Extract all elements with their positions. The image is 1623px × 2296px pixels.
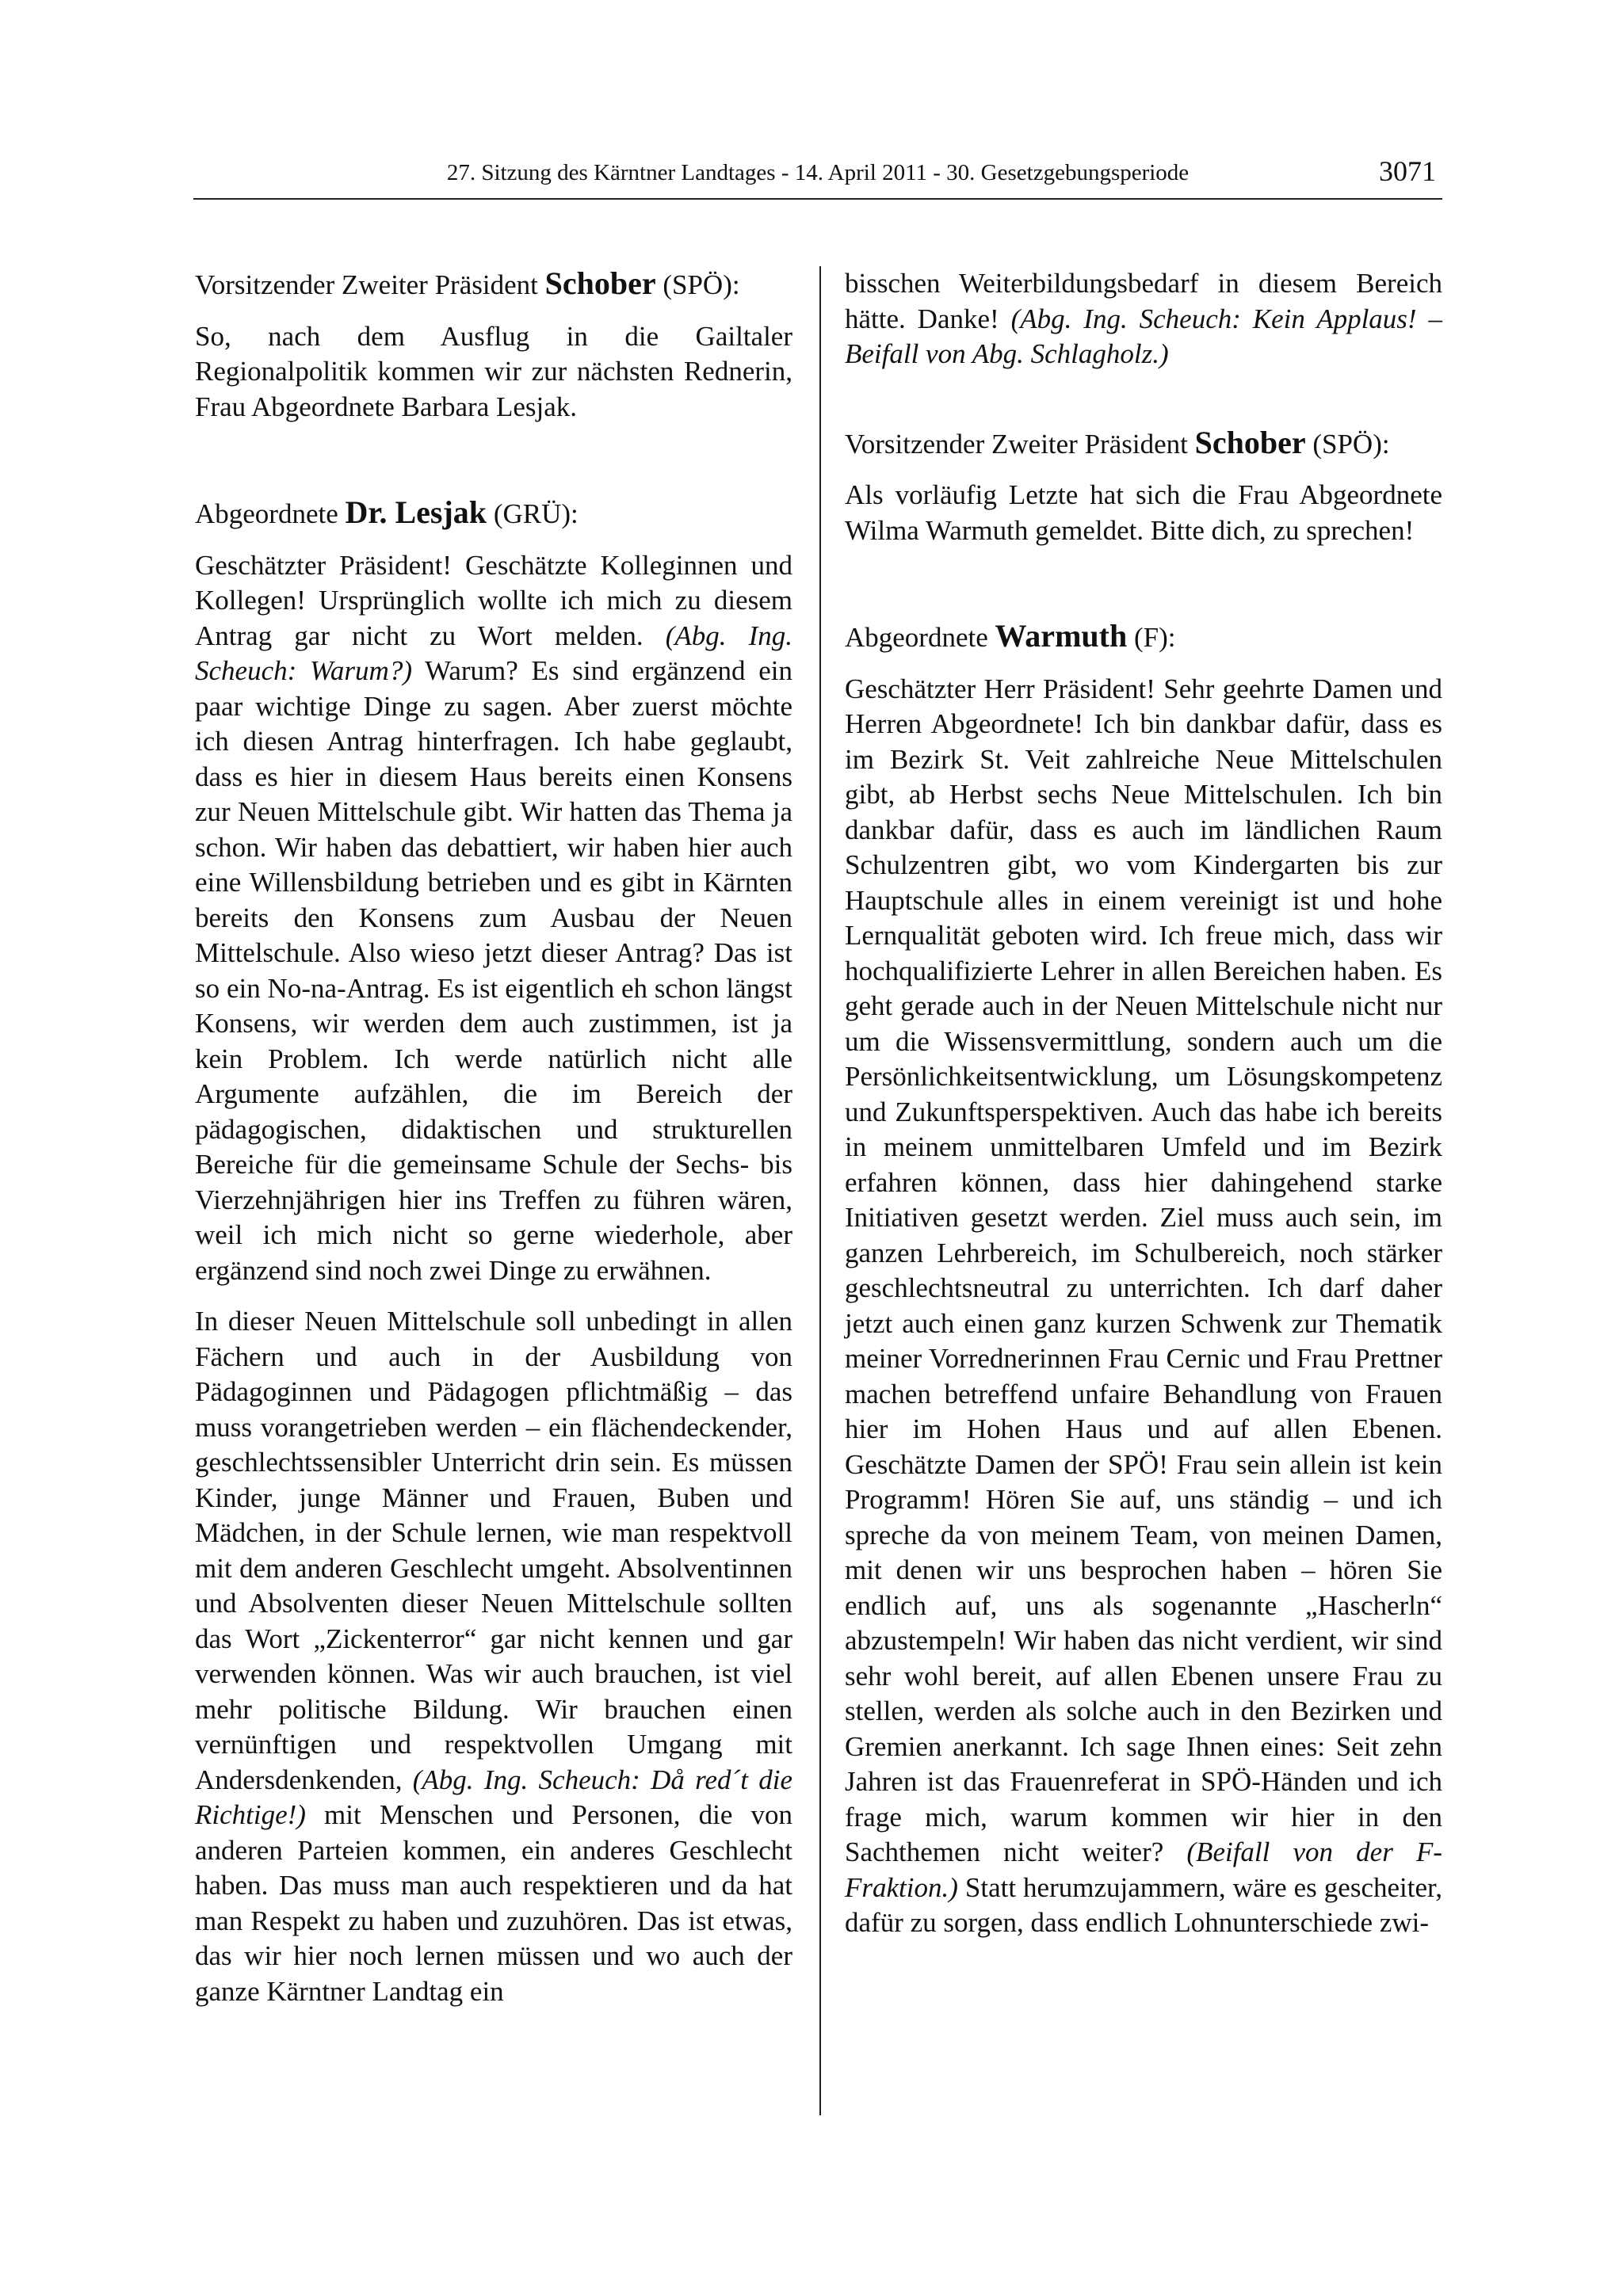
- speaker-role: Vorsitzender Zweiter Präsident: [845, 428, 1195, 460]
- speech-text: Warum? Es sind ergänzend ein paar wichtige Dinge zu sagen. Aber zuerst möchte ich diesen Antrag hinterfragen. Ich habe geglaubt, dass es hier in diesem Haus bereits einen Konsens zur Neuen Mittelschule gibt. Wir hatten das Thema ja schon. Wir haben das debattiert, wir haben hier auch eine Willensbildung betrieben und es gibt in Kärnten bereits den Konsens zum Ausbau der Neuen Mittelschule. Also wieso jetzt dieser Antrag? Das ist so ein No-na-Antrag. Es ist eigentlich eh schon längst Konsens, wir werden dem auch zustimmen, ist ja kein Problem. Ich werde natürlich nicht alle Argumente aufzählen, die im Bereich der pädagogischen, didaktischen und strukturellen Bereiche für die gemeinsame Schule der Sechs- bis Vierzehnjährigen hier ins Treffen zu führen wären, weil ich mich nicht so gerne wiederhole, aber ergänzend sind noch zwei Dinge zu erwähnen.: [195, 655, 792, 1286]
- speech-paragraph: [845, 266, 1442, 372]
- speech-paragraph: [845, 672, 1442, 1941]
- left-column: [195, 266, 792, 2009]
- speaker-role: Abgeordnete: [195, 498, 346, 529]
- speech-paragraph: [195, 548, 792, 1289]
- right-column: [845, 266, 1442, 1941]
- speaker-heading: [845, 619, 1442, 656]
- speech-paragraph: Als vorläufig Letzte hat sich die Frau Abgeordnete Wilma Warmuth gemeldet. Bitte dich, zu sprechen!: [845, 479, 1442, 546]
- speech-paragraph: So, nach dem Ausflug in die Gailtaler Regionalpolitik kommen wir zur nächsten Rednerin, Frau Abgeordnete Barbara Lesjak.: [195, 320, 792, 422]
- speech-text: In dieser Neuen Mittelschule soll unbedingt in allen Fächern und auch in der Ausbildung von Pädagoginnen und Pädagogen pflichtmäßig – das muss vorangetrieben werden – ein flächendeckender, geschlechtssensibler Unterricht drin sein. Es müssen Kinder, junge Männer und Frauen, Buben und Mädchen, in der Schule lernen, wie man respektvoll mit dem anderen Geschlecht umgeht. Absolventinnen und Absolventen dieser Neuen Mittelschule sollten das Wort „Zickenterror“ gar nicht kennen und gar verwenden können. Was wir auch brauchen, ist viel mehr politische Bildung. Wir brauchen einen vernünftigen und respektvollen Umgang mit Andersdenkenden,: [195, 1306, 792, 1795]
- column-divider: [819, 266, 821, 2115]
- speaker-role: Vorsitzender Zweiter Präsident: [195, 269, 545, 300]
- speaker-heading: [195, 266, 792, 303]
- speech-text: Geschätzter Präsident! Geschätzte Kolleginnen und Kollegen! Ursprünglich wollte ich mich zu diesem Antrag gar nicht zu Wort melden.: [195, 549, 792, 651]
- page-header: [193, 155, 1442, 200]
- header-title: 27. Sitzung des Kärntner Landtages - 14. April 2011 - 30. Gesetzgebungsperiode: [446, 160, 1190, 185]
- speech-text: mit Menschen und Personen, die von anderen Parteien kommen, ein anderes Geschlecht haben. Das muss man auch respektieren und da hat man Respekt zu haben und zuzuhören. Das ist etwas, das wir hier noch lernen müssen und wo auch der ganze Kärntner Landtag ein: [195, 1799, 792, 2007]
- speech-text: bisschen Weiterbildungsbedarf in diesem Bereich hätte. Danke!: [845, 268, 1442, 334]
- speech-text: Geschätzter Herr Präsident! Sehr geehrte Damen und Herren Abgeordnete! Ich bin dankbar dafür, dass es im Bezirk St. Veit zahlreiche Neue Mittelschulen gibt, ab Herbst sechs Neue Mittelschulen. Ich bin dankbar dafür, dass es auch im ländlichen Raum Schulzentren gibt, wo vom Kindergarten bis zur Hauptschule alles in einem vereinigt ist und hohe Lernqualität geboten wird. Ich freue mich, dass wir hochqualifizierte Lehrer in allen Bereichen haben. Es geht gerade auch in der Neuen Mittelschule nicht nur um die Wissensvermittlung, sondern auch um die Persönlichkeitsentwicklung, um Lösungskompetenz und Zukunftsperspektiven. Auch das habe ich bereits in meinem unmittelbaren Umfeld und im Bezirk erfahren können, dass hier dahingehend starke Initiativen gesetzt werden. Ziel muss auch sein, im ganzen Lehrbereich, im Schulbereich, noch stärker geschlechtsneutral zu unterrichten. Ich darf daher jetzt auch einen ganz kurzen Schwenk zur Thematik meiner Vorrednerinnen Frau Cernic und Frau Prettner machen betreffend unfaire Behandlung von Frauen hier im Hohen Haus und auf allen Ebenen. Geschätzte Damen der SPÖ! Frau sein allein ist kein Programm! Hören Sie auf, uns ständig – und ich spreche da von meinem Team, von meinen Damen, mit denen wir uns besprochen haben – hören Sie endlich auf, uns als sogenannte „Hascherln“ abzustempeln! Wir haben das nicht verdient, wir sind sehr wohl bereit, auf allen Ebenen unsere Frau zu stellen, werden als solche auch in den Bezirken und Gremien anerkannt. Ich sage Ihnen eines: Seit zehn Jahren ist das Frauenreferat in SPÖ-Händen und ich frage mich, warum kommen wir hier in den Sachthemen nicht weiter?: [845, 673, 1442, 1867]
- speaker-role: Abgeordnete: [845, 622, 995, 653]
- interjection: (Abg. Ing. Scheuch: Då red´t die Richtige!): [195, 1764, 792, 1830]
- speaker-name: Dr. Lesjak: [345, 494, 487, 530]
- interjection: (Abg. Ing. Scheuch: Kein Applaus! – Beifall von Abg. Schlagholz.): [845, 303, 1442, 369]
- interjection: (Beifall von der F-Fraktion.): [845, 1836, 1442, 1903]
- speech-text: Statt herumzujammern, wäre es gescheiter, dafür zu sorgen, dass endlich Lohnunterschiede zwi-: [845, 1871, 1442, 1938]
- speech-paragraph: [195, 1304, 792, 2009]
- speaker-heading: [845, 425, 1442, 463]
- page-number: 3071: [1379, 155, 1436, 187]
- speaker-party: (SPÖ):: [1305, 428, 1390, 460]
- speaker-heading: [195, 495, 792, 532]
- speaker-party: (F):: [1127, 622, 1176, 653]
- speaker-name: Schober: [1194, 424, 1306, 460]
- speaker-name: Schober: [544, 265, 656, 301]
- interjection: (Abg. Ing. Scheuch: Warum?): [195, 620, 792, 686]
- speaker-party: (SPÖ):: [655, 269, 740, 300]
- speaker-name: Warmuth: [995, 618, 1128, 654]
- speaker-party: (GRÜ):: [487, 498, 579, 529]
